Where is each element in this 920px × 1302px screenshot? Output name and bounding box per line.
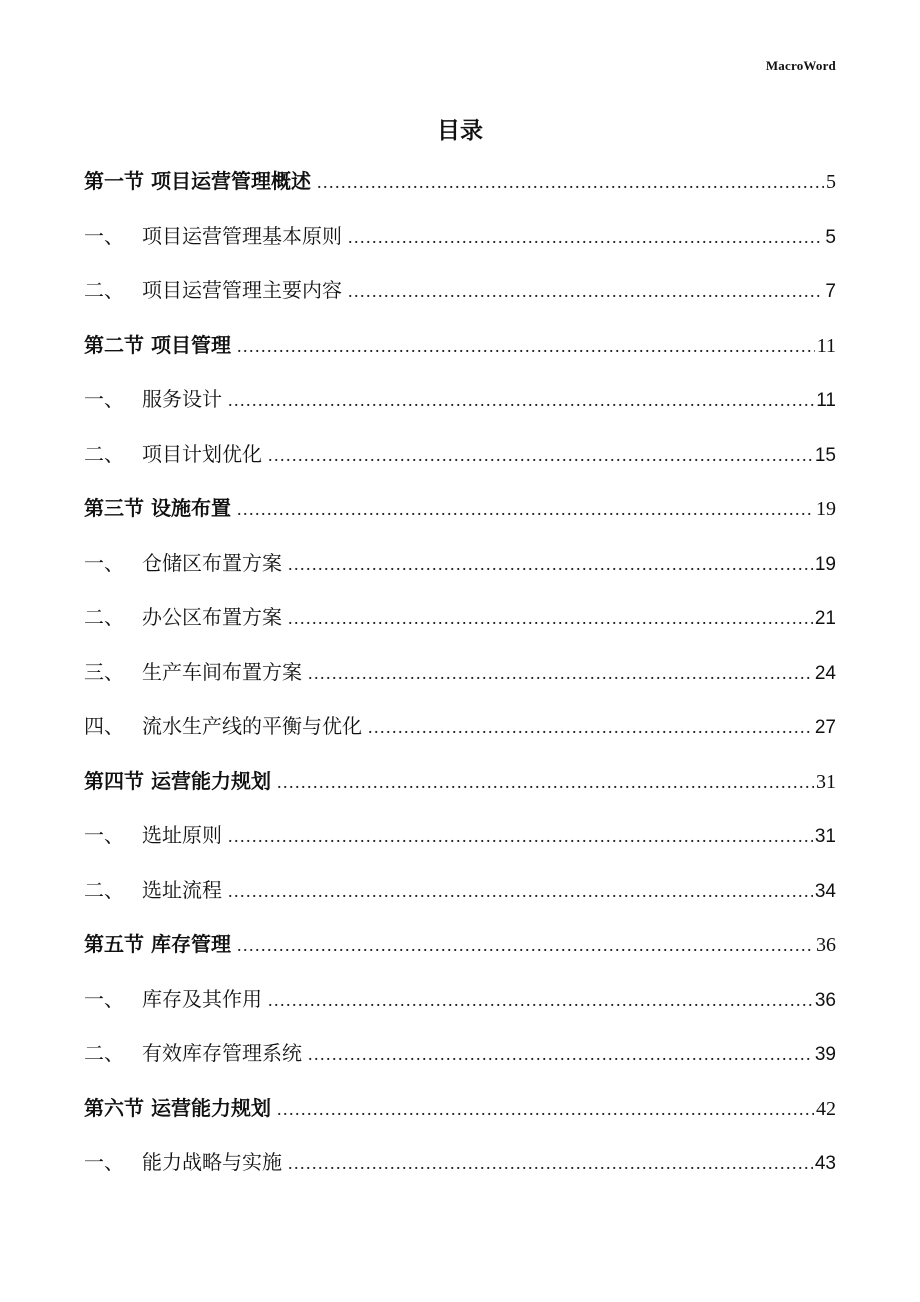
toc-page-number: 19 xyxy=(814,553,836,575)
toc-page-number: 24 xyxy=(814,662,836,684)
toc-entry-label xyxy=(84,983,262,1012)
toc-entry-text: 库存及其作用 xyxy=(142,986,262,1011)
dot-leader xyxy=(237,499,814,520)
toc-title: 目录 xyxy=(437,118,483,144)
toc-page-number: 5 xyxy=(826,171,836,193)
toc-section-entry[interactable] xyxy=(84,329,836,384)
toc-subsection-entry[interactable] xyxy=(84,874,836,929)
dot-leader xyxy=(348,281,823,302)
toc-page-number: 36 xyxy=(816,934,836,956)
toc-entry-label xyxy=(84,1037,302,1066)
toc-entry-label xyxy=(84,220,342,249)
toc-entry-number: 一、 xyxy=(84,1150,124,1174)
toc-entry-label xyxy=(84,383,222,412)
toc-subsection-entry[interactable] xyxy=(84,819,836,874)
toc-page-number: 7 xyxy=(825,281,836,302)
dot-leader xyxy=(228,390,814,411)
toc-entry-text: 项目运营管理主要内容 xyxy=(142,278,342,302)
toc-entry-text: 有效库存管理系统 xyxy=(142,1041,302,1065)
toc-section-entry[interactable] xyxy=(84,928,836,983)
dot-leader xyxy=(288,608,813,629)
toc-entry-text: 流水生产线的平衡与优化 xyxy=(142,714,362,738)
toc-entry-number: 一、 xyxy=(84,387,124,411)
toc-entry-text: 服务设计 xyxy=(142,387,222,411)
toc-subsection-entry[interactable] xyxy=(84,1146,836,1201)
toc-entry-text: 选址原则 xyxy=(142,823,222,847)
toc-entry-text: 项目计划优化 xyxy=(142,441,262,466)
toc-entry-number: 一、 xyxy=(84,986,124,1011)
toc-subsection-entry[interactable] xyxy=(84,656,836,711)
toc-entry-number: 二、 xyxy=(84,1041,124,1065)
toc-page-number: 34 xyxy=(814,880,836,902)
table-of-contents xyxy=(84,165,836,1201)
toc-subsection-entry[interactable] xyxy=(84,383,836,438)
dot-leader xyxy=(277,1099,814,1120)
toc-subsection-entry[interactable] xyxy=(84,274,836,329)
toc-entry-number: 二、 xyxy=(84,877,124,902)
toc-entry-label: 第一节 项目运营管理概述 xyxy=(84,169,311,193)
dot-leader xyxy=(237,336,815,357)
toc-entry-number: 一、 xyxy=(84,223,124,248)
dot-leader xyxy=(288,1153,813,1174)
toc-subsection-entry[interactable] xyxy=(84,438,836,493)
toc-entry-label xyxy=(84,1146,282,1175)
toc-subsection-entry[interactable] xyxy=(84,983,836,1038)
toc-page-number: 15 xyxy=(814,444,836,466)
toc-entry-label: 第四节 运营能力规划 xyxy=(84,768,271,793)
toc-entry-text: 项目运营管理基本原则 xyxy=(142,223,342,248)
toc-entry-label xyxy=(84,819,222,848)
toc-entry-label xyxy=(84,438,262,467)
toc-page-number: 11 xyxy=(816,334,836,357)
toc-subsection-entry[interactable] xyxy=(84,1037,836,1092)
toc-entry-label: 第五节 库存管理 xyxy=(84,932,231,956)
toc-page-number: 42 xyxy=(816,1097,836,1120)
toc-section-entry[interactable] xyxy=(84,1092,836,1147)
toc-page-number: 5 xyxy=(825,226,836,248)
toc-entry-label xyxy=(84,547,282,576)
toc-page-number: 36 xyxy=(814,989,836,1011)
toc-page-number: 19 xyxy=(816,498,836,520)
toc-entry-number: 二、 xyxy=(84,278,124,302)
toc-entry-label xyxy=(84,601,282,630)
dot-leader xyxy=(348,227,823,248)
toc-entry-label: 第三节 设施布置 xyxy=(84,496,231,520)
toc-entry-text: 能力战略与实施 xyxy=(142,1150,282,1174)
toc-page-number: 31 xyxy=(816,770,836,793)
toc-entry-label xyxy=(84,274,342,303)
toc-subsection-entry[interactable] xyxy=(84,547,836,602)
dot-leader xyxy=(308,663,813,684)
toc-entry-label xyxy=(84,710,362,739)
toc-entry-text: 生产车间布置方案 xyxy=(142,659,302,684)
toc-subsection-entry[interactable] xyxy=(84,710,836,765)
toc-page-number: 43 xyxy=(814,1153,836,1174)
toc-section-entry[interactable] xyxy=(84,165,836,220)
toc-page-number: 11 xyxy=(816,390,836,411)
toc-page-number: 21 xyxy=(814,608,836,629)
dot-leader xyxy=(237,935,814,956)
dot-leader xyxy=(268,990,813,1011)
dot-leader xyxy=(288,554,813,575)
dot-leader xyxy=(277,772,814,793)
dot-leader xyxy=(368,717,813,738)
toc-entry-number: 四、 xyxy=(84,714,124,738)
toc-subsection-entry[interactable] xyxy=(84,601,836,656)
toc-page-number: 27 xyxy=(814,717,836,738)
toc-entry-text: 办公区布置方案 xyxy=(142,605,282,629)
toc-page-number: 31 xyxy=(814,826,836,847)
toc-entry-text: 仓储区布置方案 xyxy=(142,550,282,575)
dot-leader xyxy=(228,826,813,847)
toc-entry-number: 二、 xyxy=(84,605,124,629)
toc-entry-number: 一、 xyxy=(84,823,124,847)
dot-leader xyxy=(308,1044,813,1065)
toc-section-entry[interactable] xyxy=(84,765,836,820)
toc-subsection-entry[interactable] xyxy=(84,220,836,275)
toc-entry-label: 第六节 运营能力规划 xyxy=(84,1095,271,1120)
toc-entry-number: 一、 xyxy=(84,550,124,575)
toc-section-entry[interactable] xyxy=(84,492,836,547)
toc-entry-number: 二、 xyxy=(84,441,124,466)
dot-leader xyxy=(268,445,813,466)
toc-entry-label xyxy=(84,656,302,685)
dot-leader xyxy=(317,172,824,193)
toc-entry-number: 三、 xyxy=(84,659,124,684)
toc-entry-text: 选址流程 xyxy=(142,877,222,902)
toc-entry-label: 第二节 项目管理 xyxy=(84,332,231,357)
toc-entry-label xyxy=(84,874,222,903)
toc-page-number: 39 xyxy=(814,1044,836,1065)
document-header-brand: MacroWord xyxy=(765,58,836,73)
dot-leader xyxy=(228,881,813,902)
